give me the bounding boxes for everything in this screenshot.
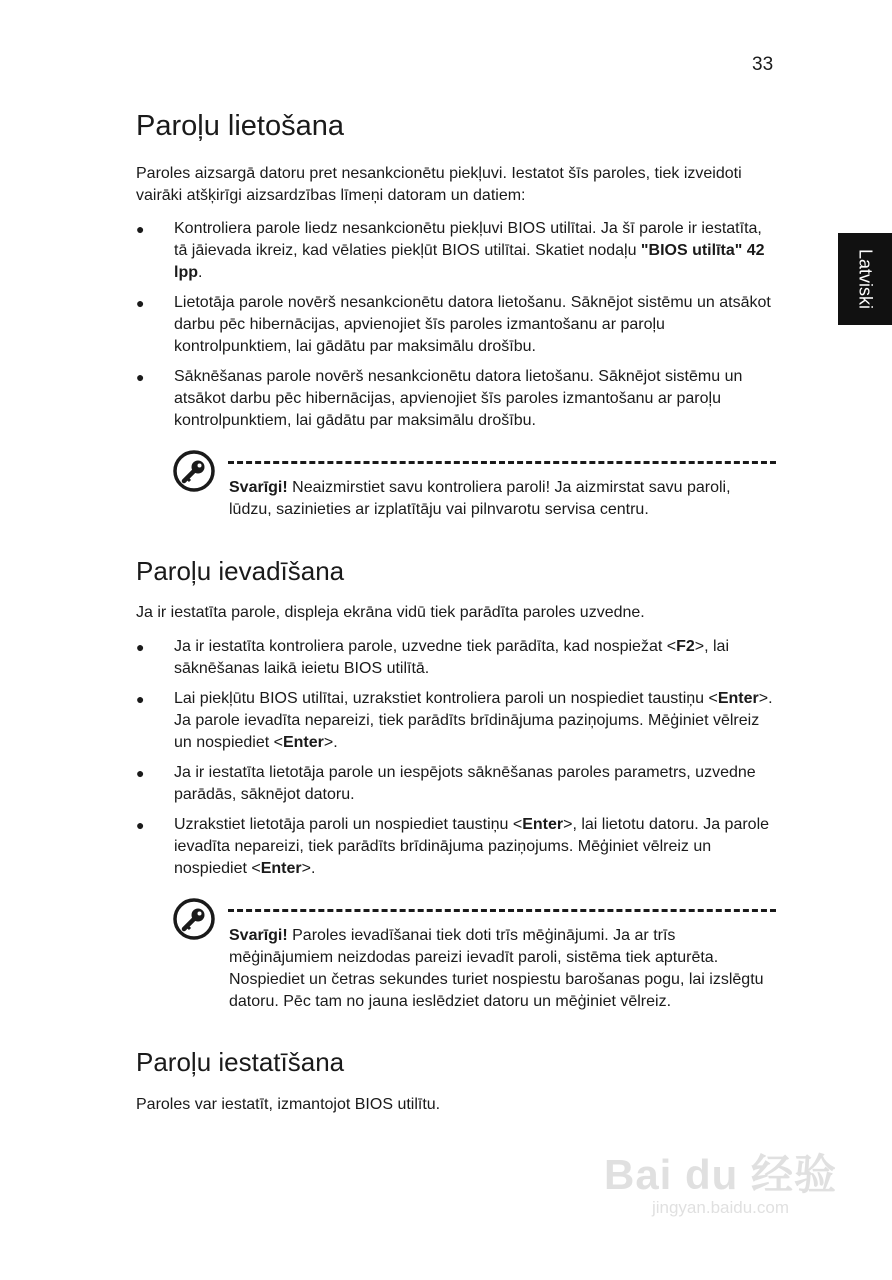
cross-reference: "BIOS utilīta" 42 lpp: [174, 242, 765, 281]
watermark: [604, 1142, 837, 1218]
key-name: Enter: [260, 860, 302, 877]
section-heading-password-setup: Paroļu iestatīšana: [136, 1047, 345, 1077]
key-name: F2: [676, 638, 695, 655]
note-divider: [228, 909, 776, 912]
bullet-dot-icon: ●: [136, 765, 145, 781]
watermark-logo: Bai du 经验: [603, 1151, 837, 1198]
note-divider: [228, 461, 776, 464]
section2-bullet-list: [136, 636, 776, 888]
section1-bullet-list: [136, 218, 776, 440]
bullet-dot-icon: ●: [136, 817, 145, 833]
watermark-url: jingyan.baidu.com: [651, 1198, 789, 1217]
list-item: ● Uzrakstiet lietotāja paroli un nospiediet taustiņu <Enter>, lai lietotu datoru. Ja parole ievadīta nepareizi, tiek parādīts brīdinājuma paziņojums. Mēģiniet vēlreiz un nospiediet <Enter>.: [136, 814, 776, 880]
key-icon: [172, 897, 216, 941]
language-side-tab: [838, 233, 892, 325]
list-item: ● Lietotāja parole novērš nesankcionētu datora lietošanu. Sāknējot sistēmu un atsākot darbu pēc hibernācijas, apvienojiet šīs paroles izmantošanu ar paroļu kontrolpunktiem, lai gādātu par maksimālu drošību.: [136, 292, 776, 358]
section2-intro: Ja ir iestatīta parole, displeja ekrāna vidū tiek parādīta paroles uzvedne.: [136, 604, 645, 621]
side-tab-label: Latviski: [855, 248, 876, 310]
section-heading-password-entry: Paroļu ievadīšana: [136, 556, 345, 586]
bullet-dot-icon: ●: [136, 691, 145, 707]
list-item: ● Ja ir iestatīta lietotāja parole un iespējots sāknēšanas paroles parametrs, uzvedne parādās, sāknējot datoru.: [136, 762, 776, 806]
note-text: Svarīgi! Neaizmirstiet savu kontroliera paroli! Ja aizmirstat savu paroli, lūdzu, sazinieties ar izplatītāju vai pilnvarotu servisa centru.: [229, 479, 731, 518]
list-item: ● Sāknēšanas parole novērš nesankcionētu datora lietošanu. Sāknējot sistēmu un atsākot darbu pēc hibernācijas, apvienojiet šīs paroles izmantošanu ar paroļu kontrolpunktiem, lai gādātu par maksimālu drošību.: [136, 366, 776, 432]
important-note: [172, 897, 776, 1023]
section3-intro: Paroles var iestatīt, izmantojot BIOS utilītu.: [136, 1096, 441, 1113]
section1-intro: Paroles aizsargā datoru pret nesankcionētu piekļuvi. Iestatot šīs paroles, tiek izveidoti vairāki atšķirīgi aizsardzības līmeņi datoram un datiem:: [136, 165, 742, 204]
list-item: ● Kontroliera parole liedz nesankcionētu piekļuvi BIOS utilītai. Ja šī parole ir iestatīta, tā jāievada ikreiz, kad vēlaties piekļūt BIOS utilītai. Skatiet nodaļu "BIOS utilīta" 42 lpp.: [136, 218, 776, 284]
list-item: ● Lai piekļūtu BIOS utilītai, uzrakstiet kontroliera paroli un nospiediet taustiņu <Enter>. Ja parole ievadīta nepareizi, tiek parādīts brīdinājuma paziņojums. Mēģiniet vēlreiz un nospiediet <Enter>.: [136, 688, 776, 754]
note-text: Svarīgi! Paroles ievadīšanai tiek doti trīs mēģinājumi. Ja ar trīs mēģinājumiem neizdodas pareizi ievadīt paroli, sistēma tiek apturēta. Nospiediet un četras sekundes turiet nospiestu barošanas pogu, lai izslēgtu datoru. Pēc tam no jauna ieslēdziet datoru un mēģiniet vēlreiz.: [229, 927, 764, 1010]
bullet-dot-icon: ●: [136, 639, 145, 655]
page-number: 33: [752, 54, 774, 75]
section-heading-password-usage: Paroļu lietošana: [136, 110, 344, 142]
key-icon: [172, 449, 216, 493]
bullet-dot-icon: ●: [136, 221, 145, 237]
key-name: Enter: [717, 690, 759, 707]
bullet-dot-icon: ●: [136, 295, 145, 311]
bullet-dot-icon: ●: [136, 369, 145, 385]
important-note: [172, 449, 776, 531]
key-name: Enter: [522, 816, 564, 833]
key-name: Enter: [282, 734, 324, 751]
list-item: ● Ja ir iestatīta kontroliera parole, uzvedne tiek parādīta, kad nospiežat <F2>, lai sāknēšanas laikā ieietu BIOS utilītā.: [136, 636, 776, 680]
